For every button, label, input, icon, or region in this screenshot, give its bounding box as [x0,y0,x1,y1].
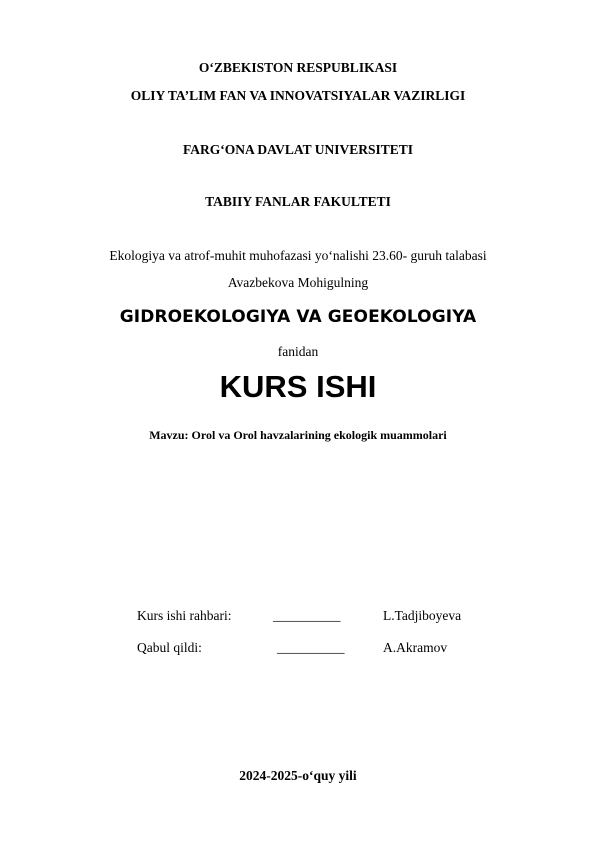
academic-year: 2024-2025-o‘quy yili [239,768,357,783]
supervisor-label: Kurs ishi rahbari: [137,608,232,623]
acceptor-signature-row [0,640,596,660]
university-title: FARG‘ONA DAVLAT UNIVERSITETI [182,142,414,157]
acceptor-label: Qabul qildi: [137,640,202,655]
supervisor-signature-row [0,608,596,628]
student-program-line: Ekologiya va atrof-muhit muhofazasi yo‘nalishi 23.60- guruh talabasi [109,248,487,263]
acceptor-signature-blank: __________ [277,640,345,655]
work-type-title: KURS ISHI [219,369,377,404]
ministry-title: OLIY TA’LIM FAN VA INNOVATSIYALAR VAZIRLIGI [130,88,466,103]
faculty-title: TABIIY FANLAR FAKULTETI [205,194,391,209]
topic-line: Mavzu: Orol va Orol havzalarining ekologik muammolari [149,428,447,442]
student-name-line: Avazbekova Mohigulning [227,275,369,290]
subject-suffix: fanidan [277,344,319,359]
supervisor-signature-blank: __________ [273,608,341,623]
supervisor-name: L.Tadjiboyeva [383,608,462,623]
subject-title: GIDROEKOLOGIYA VA GEOEKOLOGIYA [119,307,477,327]
republic-title: O‘ZBEKISTON RESPUBLIKASI [198,60,398,75]
acceptor-name: A.Akramov [383,640,448,655]
